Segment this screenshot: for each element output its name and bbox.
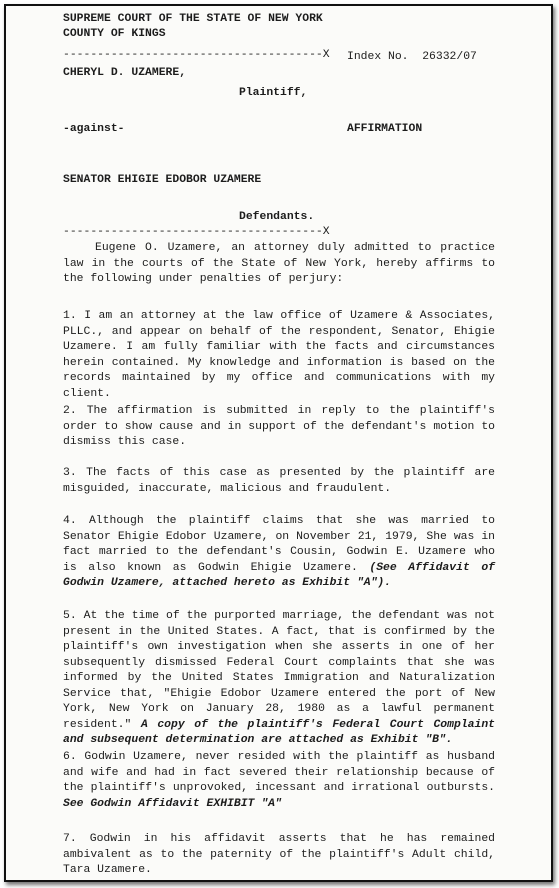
county-line: COUNTY OF KINGS [63, 28, 166, 40]
against-label: -against- [63, 123, 125, 135]
defendant-role: Defendants. [239, 211, 315, 223]
paragraph-1: 1. I am an attorney at the law office of Uzamere & Associates, PLLC., and appear on behalf of the respondent, Senator, Ehigie Uzamere. I am fully familiar with the facts and circumstances herein contained. My knowledge and information is based on the records maintained by my office and communications with my client. [63, 310, 495, 400]
plaintiff-name: CHERYL D. UZAMERE, [63, 67, 187, 79]
defendant-name: SENATOR EHIGIE EDOBOR UZAMERE [63, 174, 262, 186]
paragraph-3: 3. The facts of this case as presented by the plaintiff are misguided, inaccurate, malicious and fraudulent. [63, 467, 495, 495]
paragraph-4-exhibit-ref: (See Affidavit of Godwin Uzamere, attached hereto as Exhibit "A"). [63, 561, 495, 589]
paragraph-6 [63, 750, 495, 812]
index-number: Index No. 26332/07 [347, 51, 477, 63]
document-title: AFFIRMATION [347, 123, 423, 135]
paragraph-2: 2. The affirmation is submitted in reply to the plaintiff's order to show cause and in support of the defendant's motion to dismiss this case. [63, 405, 495, 448]
caption-rule-top: --------------------------------------X [63, 49, 330, 61]
court-name-line: SUPREME COURT OF THE STATE OF NEW YORK [63, 13, 323, 25]
document-frame [4, 4, 553, 882]
paragraph-7: 7. Godwin in his affidavit asserts that he has remained ambivalent as to the paternity of the plaintiff's Adult child, Tara Uzamere. [63, 833, 495, 876]
affirmation-page [6, 6, 551, 880]
paragraph-4-text: 4. Although the plaintiff claims that she was married to Senator Ehigie Edobor Uzamere, on November 21, 1979, She was in fact married to the defendant's Cousin, Godwin E. Uzamere who is also known as Godwin Ehigie Uzamere. [63, 515, 495, 574]
plaintiff-role: Plaintiff, [239, 87, 308, 99]
paragraph-5-text: 5. At the time of the purported marriage, the defendant was not present in the United States. A fact, that is confirmed by the plaintiff's own investigation when she asserts in one of her subsequently dismissed Federal Court complaints that she was informed by the United States Immigration and Naturalization Service that, "Ehigie Edobor Uzamere entered the port of New York, New York on January 28, 1980 as a lawful permanent resident." [63, 610, 495, 731]
paragraph-5-exhibit-ref: A copy of the plaintiff's Federal Court Complaint and subsequent determination are attached as Exhibit "B". [63, 718, 495, 746]
paragraph-4 [63, 514, 495, 592]
caption-rule-bottom: --------------------------------------X [63, 226, 330, 238]
intro-paragraph: Eugene O. Uzamere, an attorney duly admitted to practice law in the courts of the State of New York, hereby affirms to the following under penalties of perjury: [63, 242, 495, 285]
paragraph-6-exhibit-ref: See Godwin Affidavit EXHIBIT "A" [63, 797, 282, 810]
paragraph-5 [63, 609, 495, 749]
paragraph-6-text: 6. Godwin Uzamere, never resided with the plaintiff as husband and wife and had in fact severed their relationship because of the plaintiff's unprovoked, incessant and irrational outbursts. [63, 751, 495, 794]
